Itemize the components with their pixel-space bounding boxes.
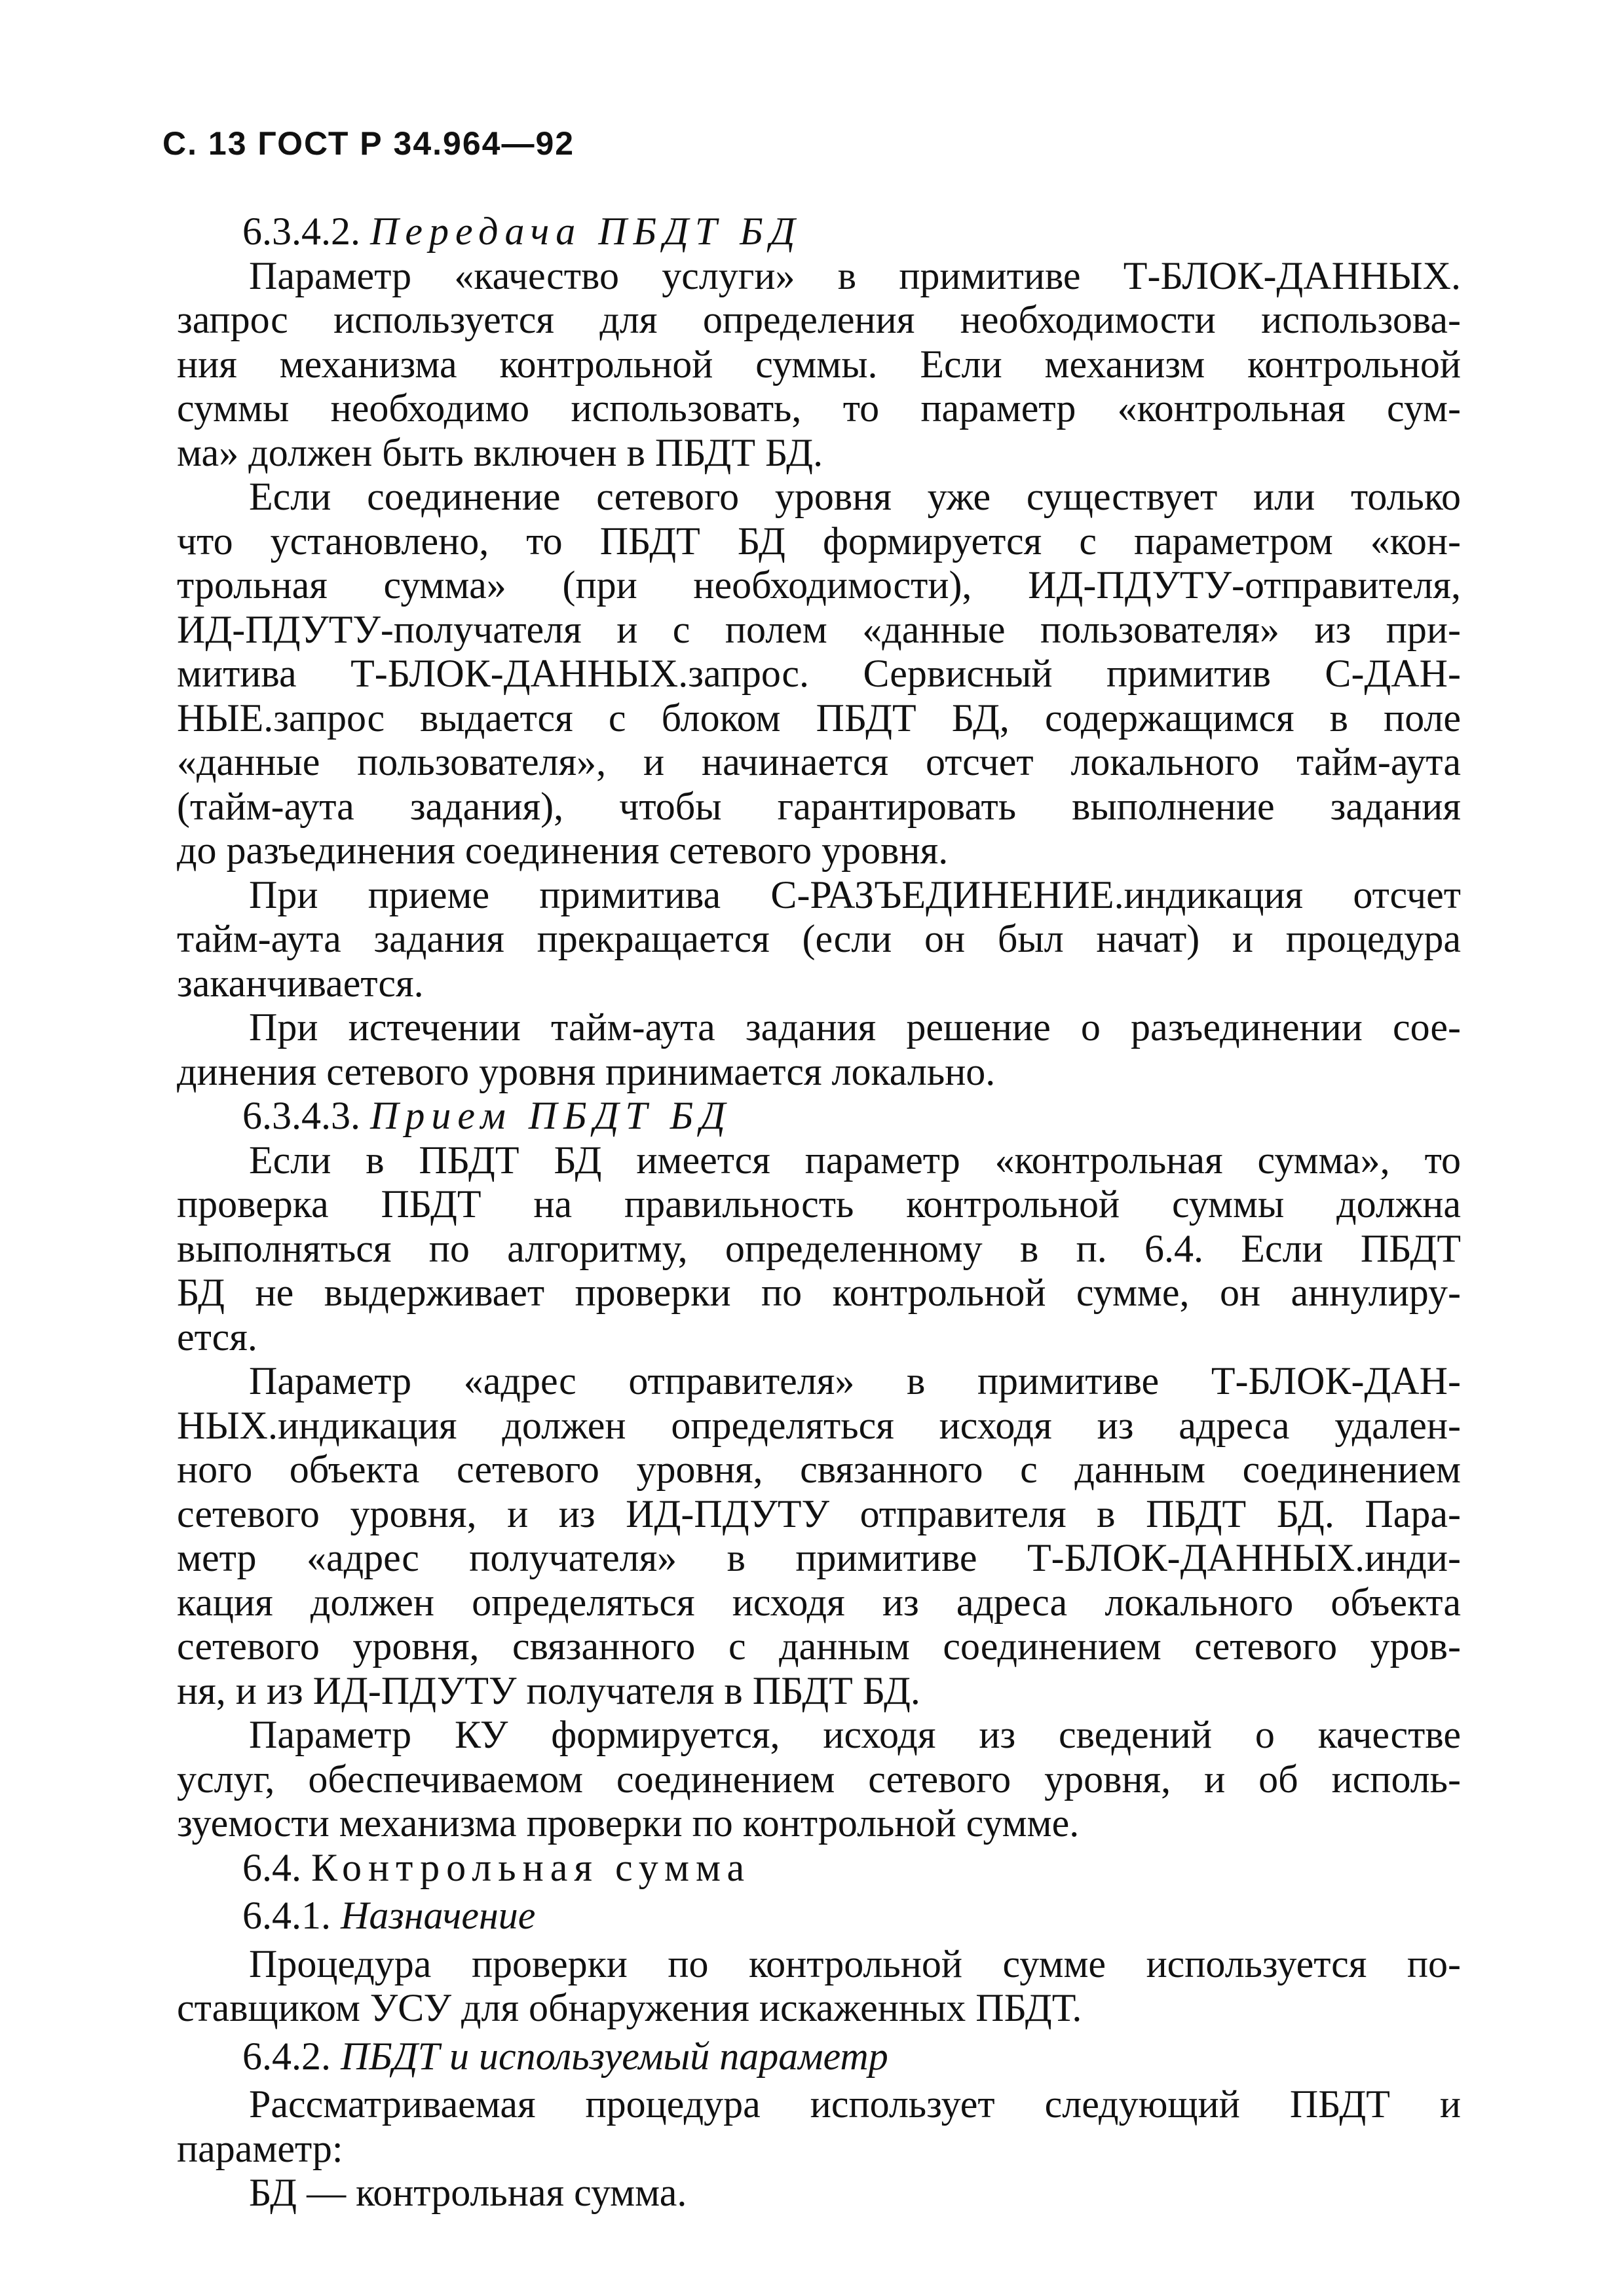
section-title: ПБДТ и используемый параметр — [341, 2034, 888, 2078]
paragraph-7 — [177, 1713, 1461, 1846]
text-line: (тайм-аута задания), чтобы гарантировать выполнение задания — [177, 784, 1461, 828]
text-line: тайм-аута задания прекращается (если он был начат) и процедура — [177, 917, 1461, 960]
text-line: ставщиком УСУ для обнаружения искаженных ПБДТ. — [177, 1986, 1082, 2029]
section-number: 6.4.1. — [242, 1894, 331, 1937]
text-line: Параметр «качество услуги» в примитиве Т-БЛОК-ДАННЫХ. — [249, 254, 1461, 297]
paragraph-8 — [177, 1942, 1461, 2031]
text-line: сетевого уровня, связанного с данным соединением сетевого уров- — [177, 1625, 1461, 1668]
text-line: При приеме примитива С-РАЗЪЕДИНЕНИЕ.индикация отсчет — [249, 873, 1461, 916]
text-line: ИД-ПДУТУ-получателя и с полем «данные пользователя» из при- — [177, 607, 1461, 651]
section-title: Контрольная сумма — [311, 1845, 751, 1889]
text-line: Рассматриваемая процедура использует следующий ПБДТ и — [249, 2082, 1461, 2126]
paragraph-6 — [177, 1359, 1461, 1713]
text-line: трольная сумма» (при необходимости), ИД-ПДУТУ-отправителя, — [177, 563, 1461, 607]
section-heading-642 — [177, 2035, 1461, 2079]
text-line: Если в ПБДТ БД имеется параметр «контрольная сумма», то — [249, 1138, 1461, 1182]
text-line: Параметр КУ формируется, исходя из сведений о качестве — [249, 1713, 1461, 1756]
text-line: услуг, обеспечиваемом соединением сетевого уровня, и об исполь- — [177, 1757, 1461, 1801]
text-line: сетевого уровня, и из ИД-ПДУТУ отправителя в ПБДТ БД. Пара- — [177, 1492, 1461, 1535]
text-line: динения сетевого уровня принимается локально. — [177, 1049, 996, 1093]
text-line: запрос используется для определения необходимости использова- — [177, 298, 1461, 341]
paragraph-2 — [177, 475, 1461, 873]
text-line: НЫХ.индикация должен определяться исходя из адреса удален- — [177, 1403, 1461, 1447]
text-line: ния механизма контрольной суммы. Если механизм контрольной — [177, 342, 1461, 386]
section-title: Передача ПБДТ БД — [370, 210, 802, 253]
section-number: 6.4.2. — [242, 2034, 331, 2078]
section-title: Назначение — [341, 1894, 536, 1937]
text-line: Процедура проверки по контрольной сумме используется по- — [249, 1942, 1461, 1985]
text-line: выполняться по алгоритму, определенному в п. 6.4. Если ПБДТ — [177, 1226, 1461, 1270]
text-line: ня, и из ИД-ПДУТУ получателя в ПБДТ БД. — [177, 1668, 920, 1712]
paragraph-1 — [177, 254, 1461, 476]
section-number: 6.4. — [242, 1845, 301, 1889]
text-line: митива Т-БЛОК-ДАННЫХ.запрос. Сервисный примитив С-ДАН- — [177, 652, 1461, 695]
text-line: проверка ПБДТ на правильность контрольной суммы должна — [177, 1182, 1461, 1226]
section-heading-64 — [177, 1846, 1461, 1891]
text-line: до разъединения соединения сетевого уровня. — [177, 829, 949, 872]
section-heading-6343 — [177, 1094, 1461, 1139]
page-body — [177, 210, 1461, 2215]
paragraph-5 — [177, 1139, 1461, 1360]
text-line: суммы необходимо использовать, то параметр «контрольная сум- — [177, 386, 1461, 430]
text-line: параметр: — [177, 2126, 343, 2170]
paragraph-3 — [177, 873, 1461, 1006]
text-line: ма» должен быть включен в ПБДТ БД. — [177, 430, 823, 474]
paragraph-10: БД — контрольная сумма. — [249, 2171, 687, 2214]
section-number: 6.3.4.2. — [242, 210, 360, 253]
text-line: НЫЕ.запрос выдается с блоком ПБДТ БД, содержащимся в поле — [177, 696, 1461, 740]
section-number: 6.3.4.3. — [242, 1094, 360, 1137]
text-line: Если соединение сетевого уровня уже существует или только — [249, 475, 1461, 518]
text-line: «данные пользователя», и начинается отсчет локального тайм-аута — [177, 740, 1461, 783]
text-line: При истечении тайм-аута задания решение о разъединении сое- — [249, 1006, 1461, 1049]
text-line: что установлено, то ПБДТ БД формируется с параметром «кон- — [177, 519, 1461, 563]
text-line: метр «адрес получателя» в примитиве Т-БЛОК-ДАННЫХ.инди- — [177, 1536, 1461, 1579]
text-line: БД не выдерживает проверки по контрольной сумме, он аннулиру- — [177, 1271, 1461, 1314]
paragraph-4 — [177, 1006, 1461, 1094]
text-line: Параметр «адрес отправителя» в примитиве Т-БЛОК-ДАН- — [249, 1359, 1461, 1402]
text-line: ного объекта сетевого уровня, связанного с данным соединением — [177, 1448, 1461, 1491]
paragraph-9 — [177, 2082, 1461, 2171]
text-line: кация должен определяться исходя из адреса локального объекта — [177, 1580, 1461, 1624]
section-heading-6342 — [177, 210, 1461, 254]
section-heading-641 — [177, 1894, 1461, 1938]
text-line: ется. — [177, 1315, 257, 1359]
text-line: зуемости механизма проверки по контрольной сумме. — [177, 1801, 1080, 1845]
section-title: Прием ПБДТ БД — [370, 1094, 732, 1137]
running-head: С. 13 ГОСТ Р 34.964—92 — [162, 125, 575, 162]
text-line: заканчивается. — [177, 961, 424, 1005]
